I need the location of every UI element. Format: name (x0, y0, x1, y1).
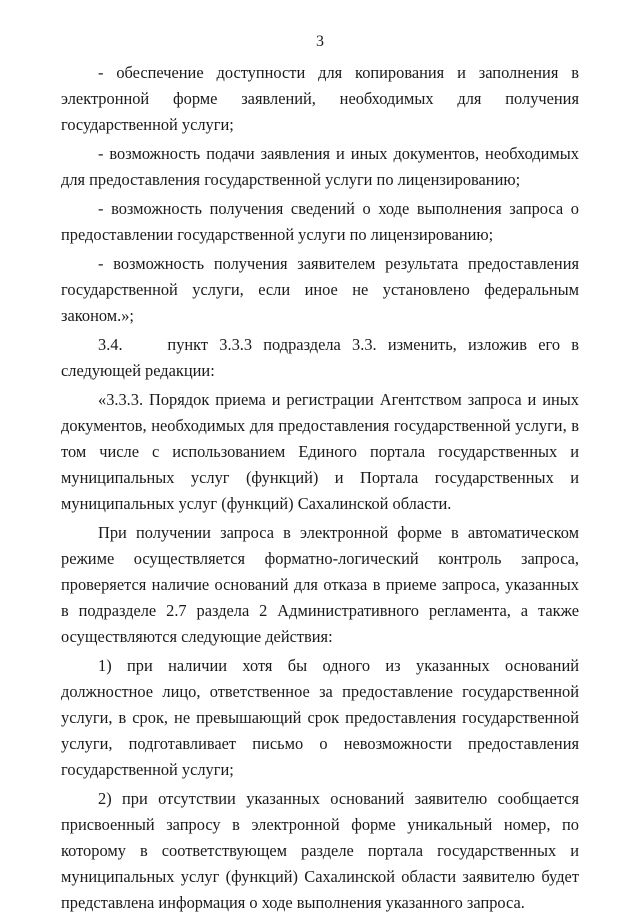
paragraph-unique-number: 2) при отсутствии указанных оснований заявителю сообщается присвоенный запросу в электронной форме уникальный номер, по которому в соответствующем разделе портала государственных и муниципальных услуг (функций) Сахалинской области заявителю будет представлена информация о ходе выполнения указанного запроса. (61, 789, 579, 912)
document-body (61, 60, 584, 916)
paragraph-item-3-4: 3.4. пункт 3.3.3 подраздела 3.3. изменить, изложив его в следующей редакции: (61, 335, 584, 380)
paragraph-result-receipt: - возможность получения заявителем результата предоставления государственной услуги, если иное не установлено федеральным законом.»; (61, 254, 579, 325)
page-number: 3 (316, 33, 324, 50)
paragraph-electronic-request: При получении запроса в электронной форме в автоматическом режиме осуществляется форматно-логический контроль запроса, проверяется наличие оснований для отказа в приеме запроса, указанных в подразделе 2.7 раздела 2 Административного регламента, а также осуществляются следующие действия: (61, 523, 579, 646)
paragraph-refusal-grounds: 1) при наличии хотя бы одного из указанных оснований должностное лицо, ответственное за предоставление государственной услуги, в срок, не превышающий срок предоставления государственной услуги, подготавливает письмо о невозможности предоставления государственной услуги; (61, 656, 579, 779)
paragraph-3-3-3-heading: «3.3.3. Порядок приема и регистрации Агентством запроса и иных документов, необходимых для предоставления государственной услуги, в том числе с использованием Единого портала государственных и муниципальных услуг (функций) и Портала государственных и муниципальных услуг (функций) Сахалинской области. (61, 390, 579, 513)
paragraph-application-submission: - возможность подачи заявления и иных документов, необходимых для предоставления государственной услуги по лицензированию; (61, 144, 579, 189)
paragraph-electronic-forms: - обеспечение доступности для копирования и заполнения в электронной форме заявлений, необходимых для получения государственной услуги; (61, 63, 579, 134)
paragraph-request-status: - возможность получения сведений о ходе выполнения запроса о предоставлении государственной услуги по лицензированию; (61, 199, 579, 244)
